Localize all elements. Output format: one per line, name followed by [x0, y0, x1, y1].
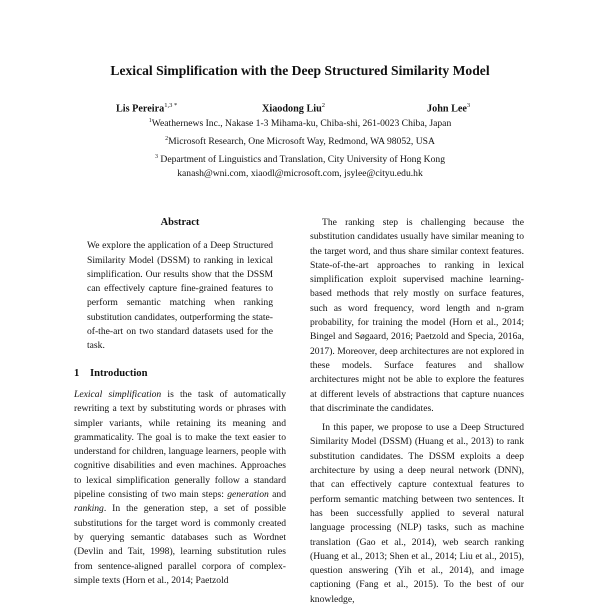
body-paragraph: In this paper, we propose to use a Deep Structured Similarity Model (DSSM) (Huang et al., 2013) to rank substitution candidates. The DSSM exploits a deep architecture by using a deep neural network (DNN), that can effectively capture contextual features to perform semantic matching between two sentences. It has been successfully applied to several natural language processing (NLP) tasks, such as machine translation (Gao et al., 2014), web search ranking (Huang et al., 2013; Shen et al., 2014; Liu et al., 2015), question answering (Yih et al., 2014), and image captioning (Fang et al., 2015). To the best of our knowledge,: [310, 422, 524, 605]
affiliation-line: $^3$ Department of Linguistics and Translation, City University of Hong Kong: [155, 153, 445, 165]
author-name: Xiaodong Liu$^2$: [262, 102, 325, 115]
right-column: [310, 216, 524, 607]
affiliation-line: $^1$Weathernews Inc., Nakase 1-3 Mihama-ku, Chiba-shi, 261-0023 Chiba, Japan: [148, 118, 452, 130]
author-emails: kanash@wni.com, xiaodl@microsoft.com, jsylee@cityu.edu.hk: [177, 168, 423, 180]
author-name: Lis Pereira$^{1,3 *}$: [116, 102, 178, 115]
section-number: 1: [74, 367, 80, 379]
author-name: John Lee$^3$: [427, 102, 471, 115]
affiliation-line: $^2$Microsoft Research, One Microsoft Way, Redmond, WA 98052, USA: [165, 135, 435, 147]
term-ranking: ranking: [74, 503, 104, 515]
term-lexical-simplification: Lexical simplification: [74, 388, 162, 400]
intro-paragraph: Lexical simplification is the task of automatically rewriting a text by substituting words or phrases with simpler variants, while retaining its meaning and grammaticality. The goal is to make the text easier to understand for children, language learners, people with cognitive disabilities and even machines. Approaches to lexical simplification generally follow a standard pipeline consisting of two main steps: generation and ranking. In the generation step, a set of possible substitutions for the target word is commonly created by querying semantic databases such as Wordnet (Devlin and Tait, 1998), learning substitution rules from sentence-aligned parallel corpora of complex-simple texts (Horn et al., 2014; Paetzold: [74, 388, 286, 586]
affiliations: [0, 114, 600, 182]
left-column: [74, 216, 286, 588]
section-heading: [74, 367, 286, 381]
paper-title: Lexical Simplification with the Deep Structured Similarity Model: [110, 63, 490, 78]
abstract-text: We explore the application of a Deep Structured Similarity Model (DSSM) to ranking in lexical simplification. Our results show that the DSSM can effectively capture fine-grained features to perform semantic matching when ranking substitution candidates, outperforming the state-of-the-art on two standard datasets used for the task.: [87, 240, 273, 352]
section-title: Introduction: [90, 367, 148, 379]
term-generation: generation: [227, 489, 269, 501]
abstract-heading: Abstract: [160, 217, 200, 228]
body-paragraph: The ranking step is challenging because the substitution candidates usually have similar meaning to the target word, and thus share similar context features. State-of-the-art approaches to ranking in lexical simplification exploit supervised machine learning-based methods that rely mostly on surface features, such as word frequency, word length and n-gram probability, for training the model (Horn et al., 2014; Bingel and Søgaard, 2016; Paetzold and Specia, 2016a, 2017). Moreover, deep architectures are not explored in these models. Surface features and shallow architectures might not be able to explore the features at different levels of abstractions that capture nuances that discriminate the candidates.: [310, 217, 524, 414]
